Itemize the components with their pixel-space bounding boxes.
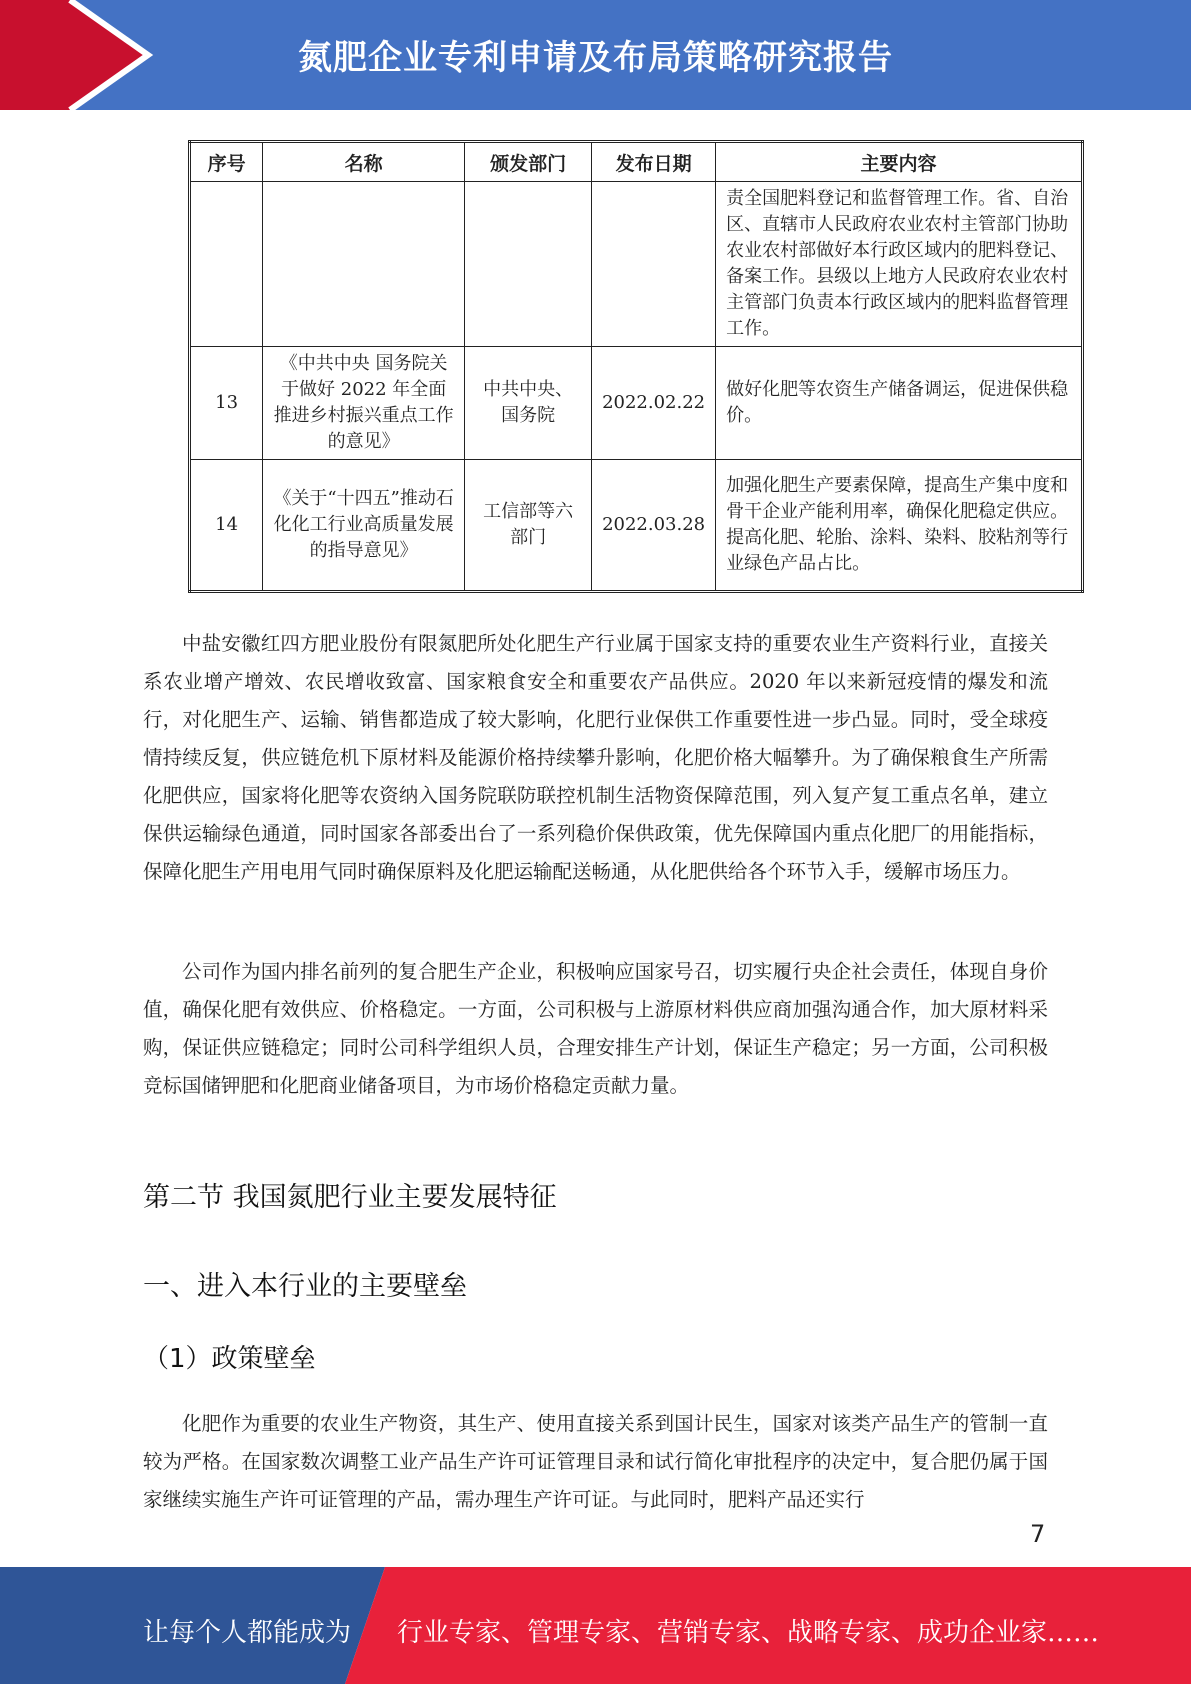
section-heading: 第二节 我国氮肥行业主要发展特征: [143, 1182, 557, 1213]
cell-content: 加强化肥生产要素保障，提高生产集中度和骨干企业产能利用率，确保化肥稳定供应。 提高化肥、轮胎、涂料、染料、胶粘剂等行业绿色产品占比。: [716, 460, 1083, 592]
cell-name: 《中共中央 国务院关于做好 2022 年全面推进乡村振兴重点工作的意见》: [263, 347, 465, 460]
footer-slogan-right: 行业专家、管理专家、营销专家、战略专家、成功企业家……: [397, 1618, 1100, 1648]
regulation-table-wrapper: [188, 140, 1084, 593]
paragraph-policy-barrier: 化肥作为重要的农业生产物资，其生产、使用直接关系到国计民生，国家对该类产品生产的管制一直较为严格。在国家数次调整工业产品生产许可证管理目录和试行简化审批程序的决定中，复合肥仍属于国家继续实施生产许可证管理的产品，需办理生产许可证。与此同时，肥料产品还实行: [143, 1412, 1048, 1511]
cell-date: 2022.02.22: [592, 347, 716, 460]
header-date: 发布日期: [592, 142, 716, 182]
table-row: [190, 460, 1083, 592]
cell-date: [592, 182, 716, 347]
cell-no: 14: [190, 460, 263, 592]
header-name: 名称: [263, 142, 465, 182]
paragraph-company-response: 公司作为国内排名前列的复合肥生产企业，积极响应国家号召，切实履行央企社会责任，体现自身价值，确保化肥有效供应、价格稳定。一方面，公司积极与上游原材料供应商加强沟通合作，加大原材料采购，保证供应链稳定；同时公司科学组织人员，合理安排生产计划，保证生产稳定；另一方面，公司积极竞标国储钾肥和化肥商业储备项目，为市场价格稳定贡献力量。: [143, 960, 1048, 1097]
subsection-heading: 一、进入本行业的主要壁垒: [143, 1271, 467, 1302]
cell-dept: 工信部等六部门: [465, 460, 592, 592]
regulation-table: [188, 140, 1084, 593]
cell-dept: 中共中央、国务院: [465, 347, 592, 460]
cell-dept: [465, 182, 592, 347]
header-no: 序号: [190, 142, 263, 182]
cell-date: 2022.03.28: [592, 460, 716, 592]
table-header-row: [190, 142, 1083, 182]
page-footer: [0, 1567, 1191, 1684]
report-title: 氮肥企业专利申请及布局策略研究报告: [298, 38, 893, 78]
cell-no: 13: [190, 347, 263, 460]
header-dept: 颁发部门: [465, 142, 592, 182]
cell-name: 《关于“十四五”推动石化化工行业高质量发展的指导意见》: [263, 460, 465, 592]
header-content: 主要内容: [716, 142, 1083, 182]
cell-content: 做好化肥等农资生产储备调运，促进保供稳价。: [716, 347, 1083, 460]
cell-content: 责全国肥料登记和监督管理工作。省、自治区、直辖市人民政府农业农村主管部门协助农业农村部做好本行政区域内的肥料登记、备案工作。县级以上地方人民政府农业农村主管部门负责本行政区域内的肥料监督管理工作。: [716, 182, 1083, 347]
paragraph-industry-background: 中盐安徽红四方肥业股份有限氮肥所处化肥生产行业属于国家支持的重要农业生产资料行业，直接关系农业增产增效、农民增收致富、国家粮食安全和重要农产品供应。2020 年以来新冠疫情的爆发和流行，对化肥生产、运输、销售都造成了较大影响，化肥行业保供工作重要性进一步凸显。同时，受全球疫情持续反复，供应链危机下原材料及能源价格持续攀升影响，化肥价格大幅攀升。为了确保粮食生产所需化肥供应，国家将化肥等农资纳入国务院联防联控机制生活物资保障范围，列入复产复工重点名单，建立保供运输绿色通道，同时国家各部委出台了一系列稳价保供政策，优先保障国内重点化肥厂的用能指标，保障化肥生产用电用气同时确保原料及化肥运输配送畅通，从化肥供给各个环节入手，缓解市场压力。: [143, 632, 1048, 883]
footer-slogan-left: 让每个人都能成为: [143, 1618, 352, 1648]
cell-name: [263, 182, 465, 347]
item-heading: （1）政策壁垒: [143, 1344, 316, 1374]
cell-no: [190, 182, 263, 347]
table-row: [190, 182, 1083, 347]
page-number: 7: [1030, 1520, 1046, 1548]
page-header: [0, 0, 1191, 110]
table-row: [190, 347, 1083, 460]
